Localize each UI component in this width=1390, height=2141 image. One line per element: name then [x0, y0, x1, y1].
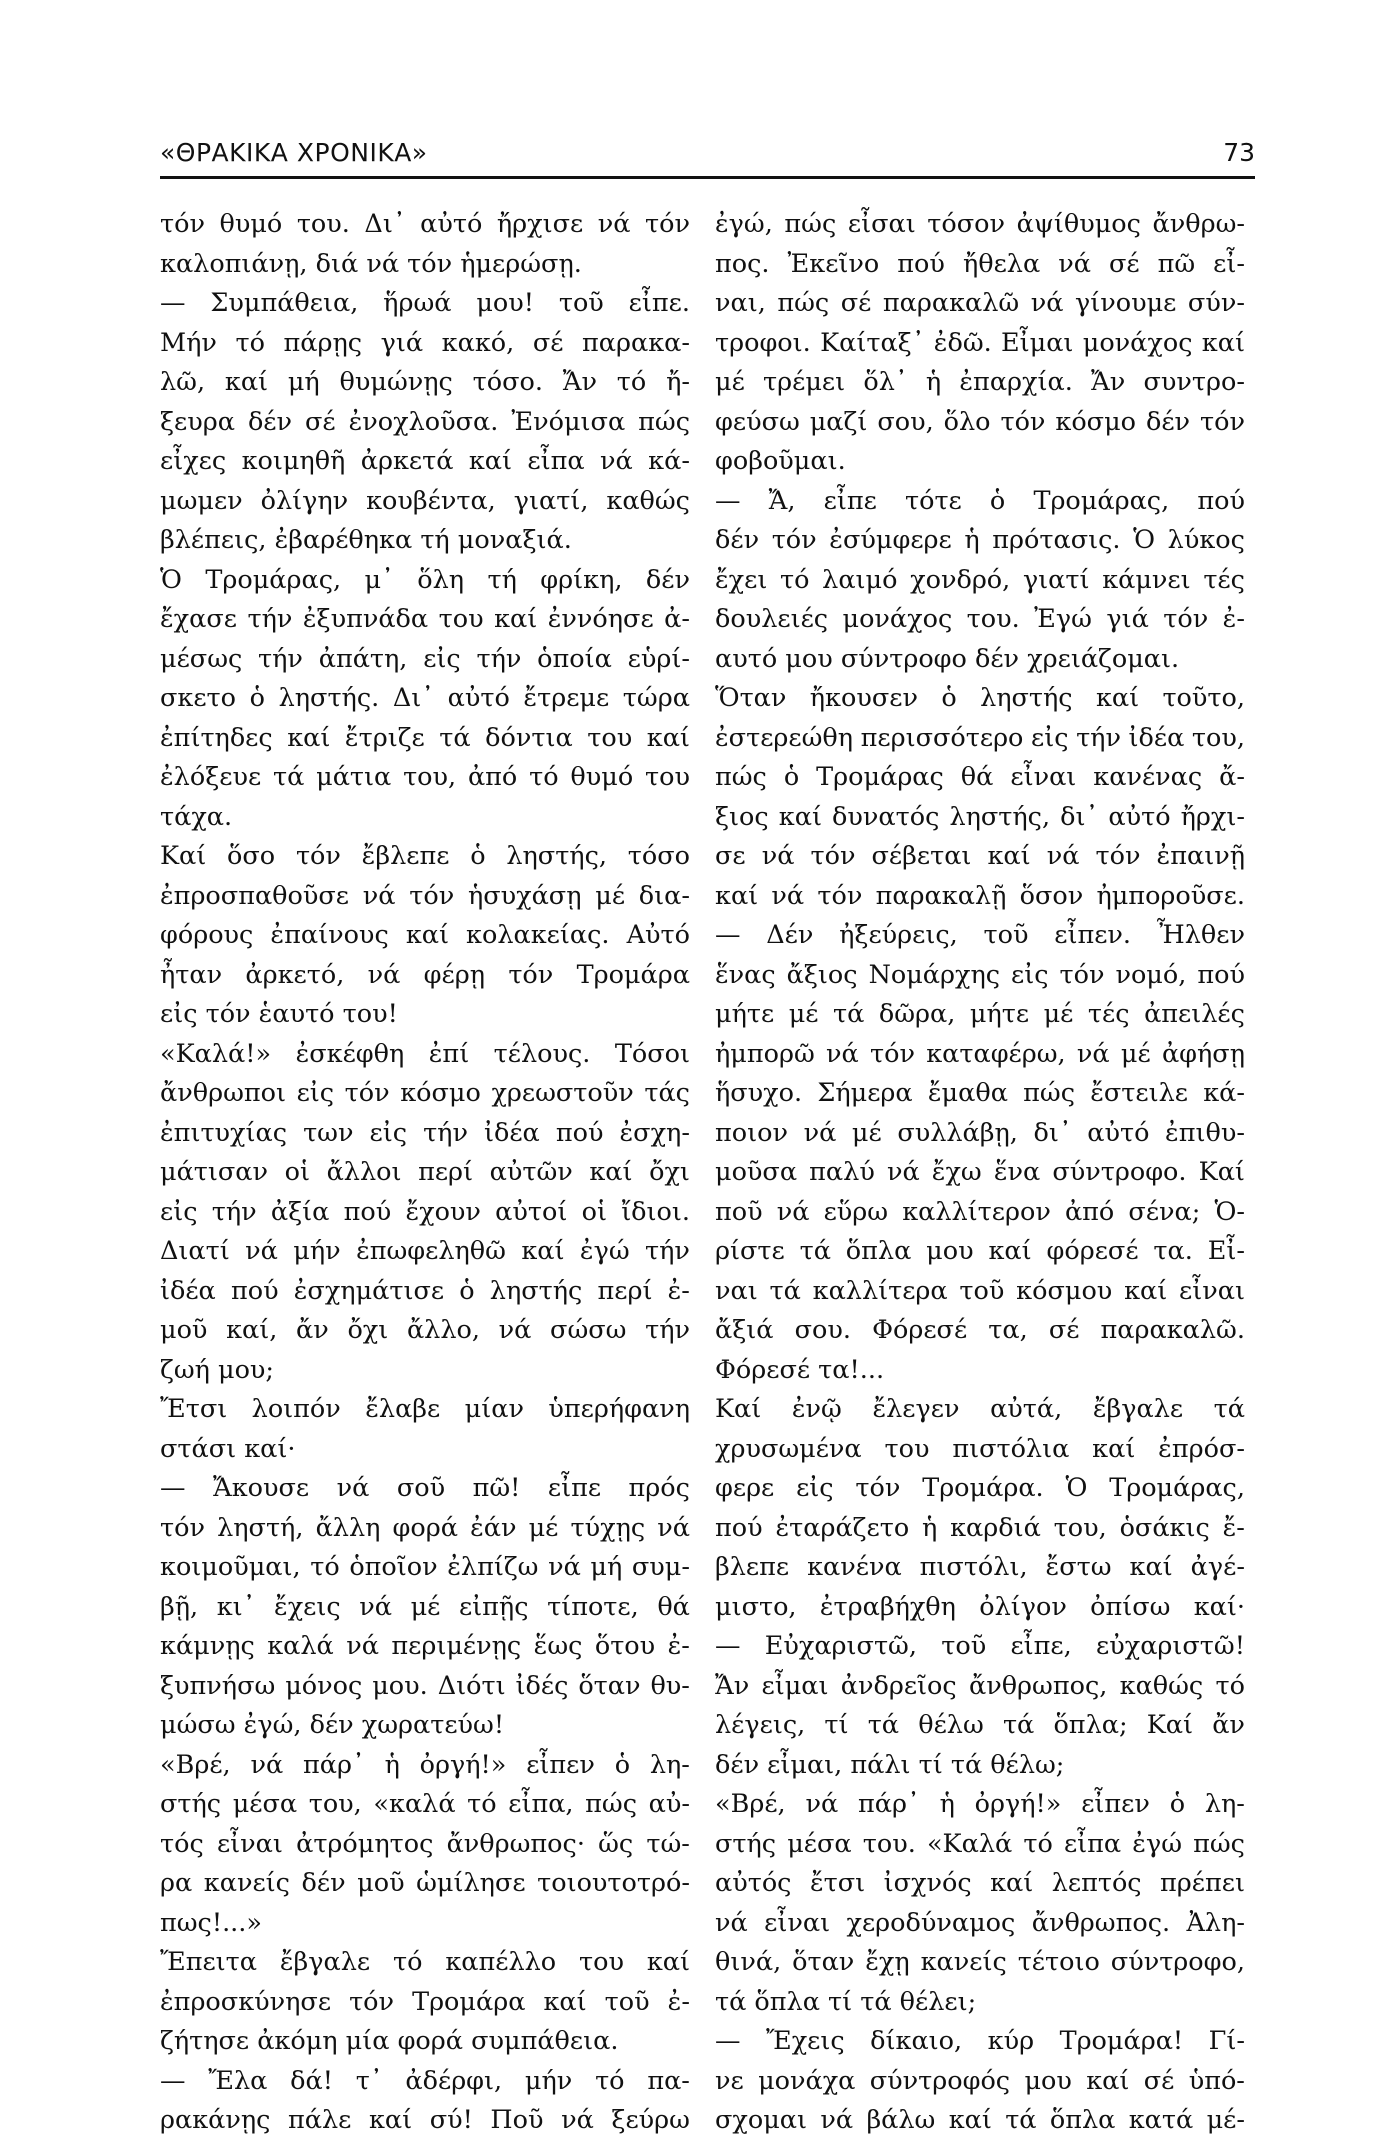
text-line: — Συμπάθεια, ἥρωά μου! τοῦ εἶπε.: [160, 288, 690, 318]
text-line: ρα κανείς δέν μοῦ ὡμίλησε τοιουτοτρό-: [160, 1868, 690, 1898]
text-line: Διατί νά μήν ἐπωφεληθῶ καί ἐγώ τήν: [160, 1236, 690, 1266]
text-line: καί νά τόν παρακαλῇ ὅσον ἠμποροῦσε.: [715, 880, 1245, 911]
text-line: ἥσυχο. Σήμερα ἔμαθα πώς ἔστειλε κά-: [715, 1078, 1245, 1108]
text-line: ναι τά καλλίτερα τοῦ κόσμου καί εἶναι: [715, 1275, 1245, 1306]
text-line: Καί ἐνῷ ἔλεγεν αὐτά, ἔβγαλε τά: [715, 1394, 1245, 1424]
text-line: πού ἐταράζετο ἡ καρδιά του, ὁσάκις ἔ-: [715, 1512, 1245, 1543]
text-line: Ἔπειτα ἔβγαλε τό καπέλλο του καί: [160, 1947, 690, 1977]
text-line: δέν εἶμαι, πάλι τί τά θέλω;: [715, 1749, 1065, 1780]
header-rule: [160, 176, 1255, 179]
text-line: μέ τρέμει ὅλ᾽ ἡ ἐπαρχία. Ἄν συντρο-: [715, 367, 1245, 397]
text-line: ἐστερεώθη περισσότερο εἰς τήν ἰδέα του,: [715, 722, 1245, 753]
text-line: θινά, ὅταν ἔχῃ κανείς τέτοιο σύντροφο,: [715, 1947, 1245, 1977]
text-line: ζήτησε ἀκόμη μία φορά συμπάθεια.: [160, 2026, 619, 2056]
text-line: ἐπιτυχίας των εἰς τήν ἰδέα πού ἐσχη-: [160, 1117, 690, 1148]
text-line: δέν τόν ἐσύμφερε ἡ πρότασις. Ὁ λύκος: [715, 525, 1245, 555]
text-line: πος. Ἐκεῖνο πού ἤθελα νά σέ πῶ εἶ-: [715, 248, 1245, 279]
text-line: φεύσω μαζί σου, ὅλο τόν κόσμο δέν τόν: [715, 406, 1245, 437]
text-line: — Ἔλα δά! τ᾽ ἀδέρφι, μήν τό πα-: [160, 2065, 690, 2096]
text-line: σκετο ὁ ληστής. Δι᾽ αὐτό ἔτρεμε τώρα: [160, 683, 690, 713]
text-line: ἦταν ἀρκετό, νά φέρῃ τόν Τρομάρα: [160, 959, 690, 990]
text-line: μώσω ἐγώ, δέν χωρατεύω!: [160, 1710, 505, 1740]
text-line: Καί ὅσο τόν ἔβλεπε ὁ ληστής, τόσο: [160, 841, 690, 871]
text-line: Ὅταν ἤκουσεν ὁ ληστής καί τοῦτο,: [715, 683, 1245, 713]
text-line: νε μονάχα σύντροφός μου καί σέ ὑπό-: [715, 2065, 1245, 2096]
text-line: ἄξιά σου. Φόρεσέ τα, σέ παρακαλῶ.: [715, 1315, 1245, 1345]
text-line: ἠμπορῶ νά τόν καταφέρω, νά μέ ἀφήσῃ: [715, 1038, 1245, 1069]
text-line: στάσι καί·: [160, 1433, 296, 1464]
text-line: τόν θυμό του. Δι᾽ αὐτό ἤρχισε νά τόν: [160, 209, 690, 239]
text-line: ἕνας ἄξιος Νομάρχης εἰς τόν νομό, πού: [715, 959, 1245, 990]
text-line: «Καλά!» ἐσκέφθη ἐπί τέλους. Τόσοι: [160, 1038, 690, 1069]
text-line: ποῦ νά εὕρω καλλίτερον ἀπό σένα; Ὁ-: [715, 1196, 1245, 1227]
text-line: ἐπίτηδες καί ἔτριζε τά δόντια του καί: [160, 722, 690, 753]
text-line: τάχα.: [160, 801, 233, 832]
text-line: ζωή μου;: [160, 1354, 275, 1385]
text-line: σε νά τόν σέβεται καί νά τόν ἐπαινῇ: [715, 841, 1245, 871]
text-line: ναι, πώς σέ παρακαλῶ νά γίνουμε σύν-: [715, 288, 1245, 318]
text-line: φόρους ἐπαίνους καί κολακείας. Αὐτό: [160, 920, 690, 950]
text-line: ξιος καί δυνατός ληστής, δι᾽ αὐτό ἤρχι-: [715, 801, 1245, 832]
text-line: εἰς τήν ἀξία πού ἔχουν αὐτοί οἱ ἴδιοι.: [160, 1196, 690, 1227]
text-line: τόν ληστή, ἄλλη φορά ἐάν μέ τύχῃς νά: [160, 1512, 690, 1543]
text-column-left: [160, 205, 690, 2141]
text-line: λῶ, καί μή θυμώνῃς τόσο. Ἄν τό ἤ-: [160, 367, 690, 397]
text-line: κάμνῃς καλά νά περιμένῃς ἕως ὅτου ἐ-: [160, 1631, 690, 1661]
text-line: κοιμοῦμαι, τό ὁποῖον ἐλπίζω νά μή συμ-: [160, 1552, 690, 1582]
text-line: — Εὐχαριστῶ, τοῦ εἶπε, εὐχαριστῶ!: [715, 1631, 1245, 1661]
text-line: μάτισαν οἱ ἄλλοι περί αὐτῶν καί ὄχι: [160, 1157, 690, 1187]
text-line: Ἄν εἶμαι ἀνδρεῖος ἄνθρωπος, καθώς τό: [715, 1670, 1245, 1701]
text-line: πως!...»: [160, 1907, 262, 1938]
text-column-right: [715, 205, 1245, 2141]
text-line: καλοπιάνῃ, διά νά τόν ἡμερώσῃ.: [160, 248, 582, 279]
text-line: πώς ὁ Τρομάρας θά εἶναι κανένας ἄ-: [715, 762, 1245, 792]
text-line: τός εἶναι ἀτρόμητος ἄνθρωπος· ὥς τώ-: [160, 1828, 690, 1859]
text-line: μοῦ καί, ἄν ὄχι ἄλλο, νά σώσω τήν: [160, 1315, 690, 1345]
text-line: στής μέσα του, «καλά τό εἶπα, πώς αὐ-: [160, 1789, 690, 1819]
text-line: μοῦσα παλύ νά ἔχω ἕνα σύντροφο. Καί: [715, 1157, 1245, 1187]
text-line: — Ἄκουσε νά σοῦ πῶ! εἶπε πρός: [160, 1473, 690, 1503]
text-line: στής μέσα του. «Καλά τό εἶπα ἐγώ πώς: [715, 1828, 1245, 1859]
text-line: ποιον νά μέ συλλάβῃ, δι᾽ αὐτό ἐπιθυ-: [715, 1117, 1245, 1148]
text-line: ξευρα δέν σέ ἐνοχλοῦσα. Ἐνόμισα πώς: [160, 406, 690, 437]
text-line: σχομαι νά βάλω καί τά ὅπλα κατά μέ-: [715, 2105, 1245, 2135]
text-line: ἄνθρωποι εἰς τόν κόσμο χρεωστοῦν τάς: [160, 1078, 690, 1108]
text-line: ἐγώ, πώς εἶσαι τόσον ἀψίθυμος ἄνθρω-: [715, 209, 1245, 239]
text-line: Φόρεσέ τα!...: [715, 1354, 885, 1385]
text-line: βλεπε κανένα πιστόλι, ἔστω καί ἀγέ-: [715, 1552, 1245, 1582]
text-line: Ἔτσι λοιπόν ἔλαβε μίαν ὑπερήφανη: [160, 1394, 690, 1424]
text-line: Ὁ Τρομάρας, μ᾽ ὅλη τή φρίκη, δέν: [160, 564, 690, 595]
text-line: αὐτός ἔτσι ἰσχνός καί λεπτός πρέπει: [715, 1868, 1245, 1898]
text-line: τά ὅπλα τί τά θέλει;: [715, 1986, 977, 2017]
text-line: ρακάνῃς πάλε καί σύ! Ποῦ νά ξεύρω: [160, 2105, 690, 2135]
text-line: ξυπνήσω μόνος μου. Διότι ἰδές ὅταν θυ-: [160, 1670, 690, 1701]
text-line: μιστο, ἐτραβήχθη ὀλίγον ὀπίσω καί·: [715, 1591, 1245, 1622]
running-header: [160, 130, 1255, 172]
text-line: φερε εἰς τόν Τρομάρα. Ὁ Τρομάρας,: [715, 1473, 1245, 1503]
text-line: ρίστε τά ὅπλα μου καί φόρεσέ τα. Εἶ-: [715, 1236, 1245, 1266]
text-line: ἐλόξευε τά μάτια του, ἀπό τό θυμό του: [160, 762, 690, 792]
text-line: φοβοῦμαι.: [715, 446, 846, 476]
text-line: λέγεις, τί τά θέλω τά ὅπλα; Καί ἄν: [715, 1710, 1245, 1740]
text-line: ἐπροσπαθοῦσε νά τόν ἡσυχάσῃ μέ δια-: [160, 880, 690, 911]
text-line: — Ἄ, εἶπε τότε ὁ Τρομάρας, πού: [715, 485, 1245, 516]
text-line: «Βρέ, νά πάρ᾽ ἡ ὀργή!» εἶπεν ὁ λη-: [715, 1789, 1245, 1819]
text-line: «Βρέ, νά πάρ᾽ ἡ ὀργή!» εἶπεν ὁ λη-: [160, 1749, 690, 1780]
text-line: Μήν τό πάρῃς γιά κακό, σέ παρακα-: [160, 327, 690, 358]
text-line: εἶχες κοιμηθῆ ἀρκετά καί εἶπα νά κά-: [160, 446, 690, 476]
text-line: ἰδέα πού ἐσχημάτισε ὁ ληστής περί ἐ-: [160, 1275, 690, 1306]
text-line: μωμεν ὀλίγην κουβέντα, γιατί, καθώς: [160, 485, 690, 516]
text-line: χρυσωμένα του πιστόλια καί ἐπρόσ-: [715, 1433, 1245, 1464]
text-line: αυτό μου σύντροφο δέν χρειάζομαι.: [715, 643, 1180, 674]
text-line: μήτε μέ τά δῶρα, μήτε μέ τές ἀπειλές: [715, 999, 1245, 1029]
text-line: δουλειές μονάχος του. Ἐγώ γιά τόν ἐ-: [715, 604, 1245, 634]
text-line: ἐπροσκύνησε τόν Τρομάρα καί τοῦ ἐ-: [160, 1986, 690, 2017]
text-line: βῇ, κι᾽ ἔχεις νά μέ εἰπῇς τίποτε, θά: [160, 1591, 690, 1622]
text-line: μέσως τήν ἀπάτη, εἰς τήν ὁποία εὑρί-: [160, 643, 690, 674]
text-line: βλέπεις, ἐβαρέθηκα τή μοναξιά.: [160, 525, 572, 555]
text-line: τροφοι. Καίταξ᾽ ἐδῶ. Εἶμαι μονάχος καί: [715, 327, 1245, 358]
text-line: — Δέν ἠξεύρεις, τοῦ εἶπεν. Ἦλθεν: [715, 920, 1245, 950]
text-line: ἔχει τό λαιμό χονδρό, γιατί κάμνει τές: [715, 564, 1245, 595]
text-line: — Ἔχεις δίκαιο, κύρ Τρομάρα! Γί-: [715, 2026, 1245, 2056]
page-number: 73: [1223, 138, 1255, 167]
journal-title: «ΘΡΑΚΙΚΑ ΧΡΟΝΙΚΑ»: [160, 138, 428, 167]
text-line: νά εἶναι χεροδύναμος ἄνθρωπος. Ἀλη-: [715, 1907, 1245, 1938]
text-line: εἰς τόν ἑαυτό του!: [160, 999, 398, 1029]
text-line: ἔχασε τήν ἐξυπνάδα του καί ἐννόησε ἀ-: [160, 604, 690, 634]
